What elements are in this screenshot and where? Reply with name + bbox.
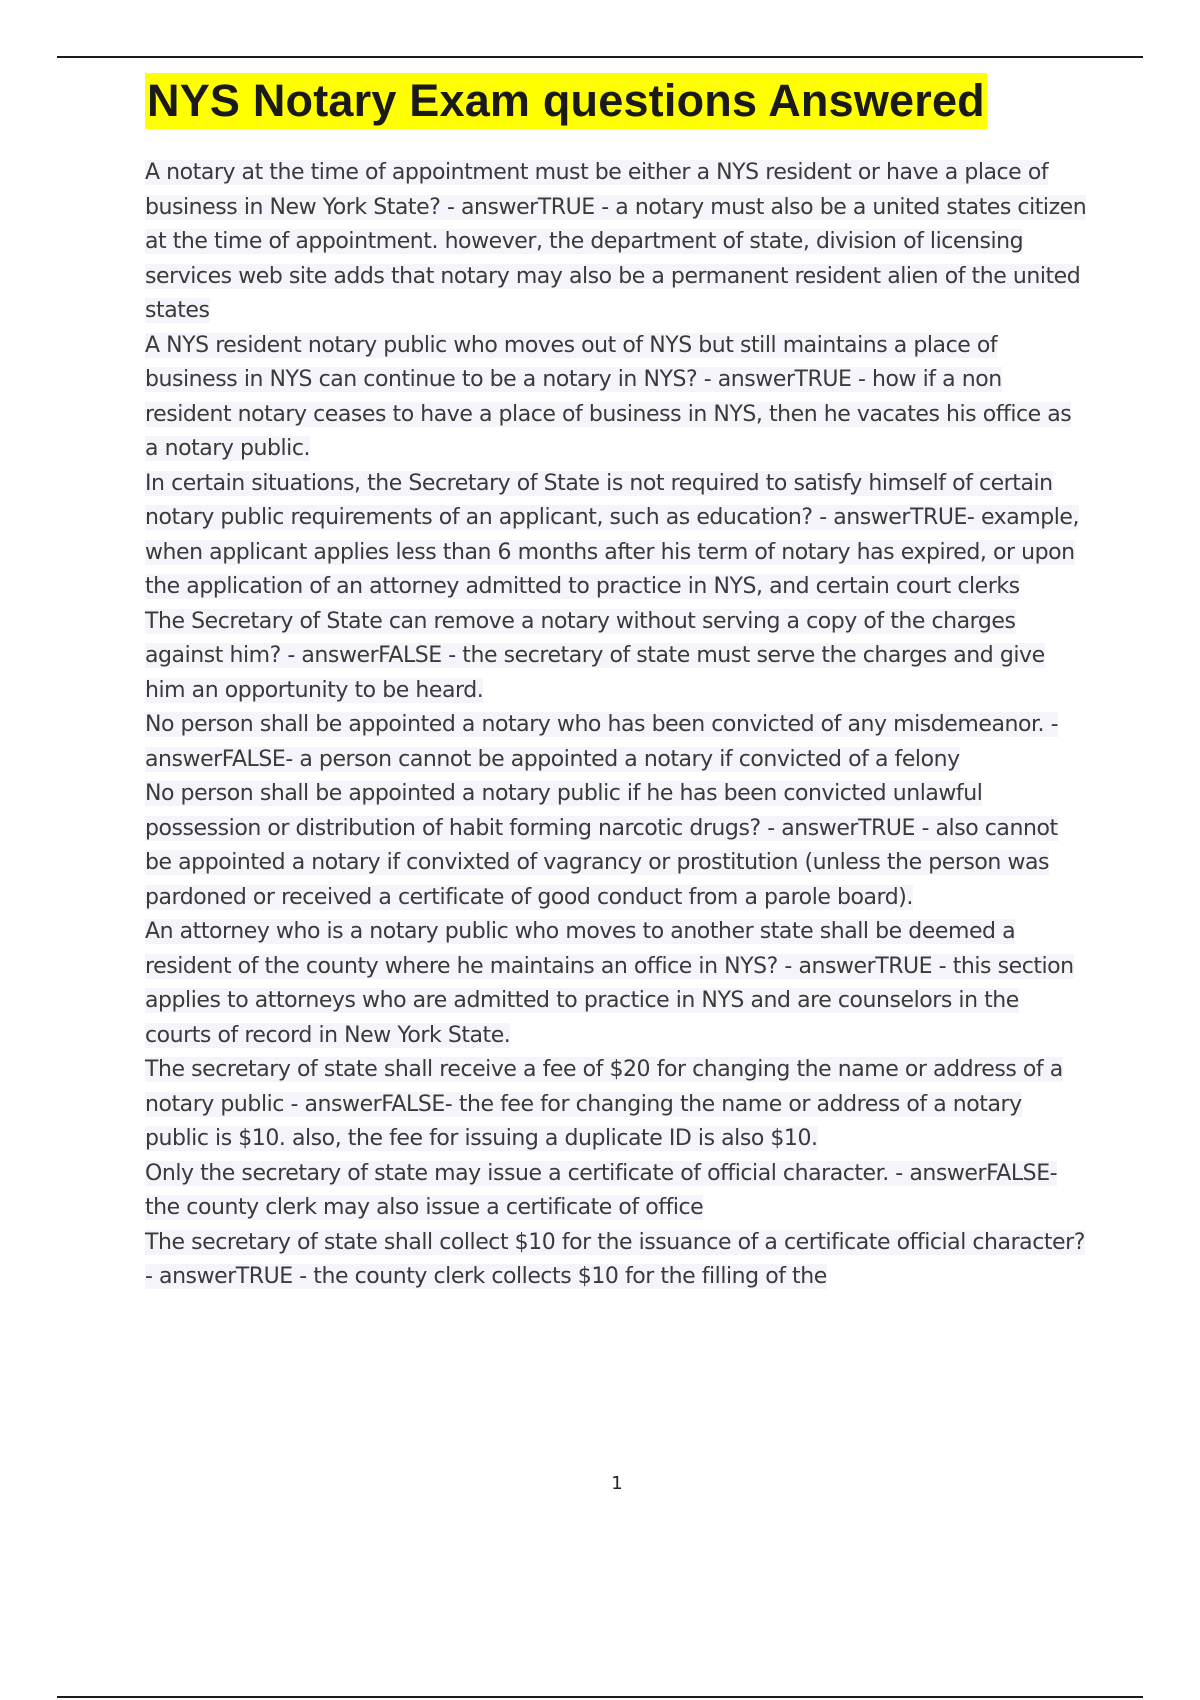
bottom-rule <box>57 1696 1143 1698</box>
qa-entry-text: Only the secretary of state may issue a certificate of official character. - answerFALSE- the county clerk may also issue a certificate of office <box>145 1160 1058 1220</box>
qa-entry <box>145 915 1090 1053</box>
qa-entry-text: No person shall be appointed a notary who has been convicted of any misdemeanor. - answerFALSE- a person cannot be appointed a notary if convicted of a felony <box>145 712 1059 772</box>
document-body <box>145 156 1090 1295</box>
qa-entry <box>145 467 1090 605</box>
qa-entry <box>145 708 1090 777</box>
qa-entry <box>145 1053 1090 1157</box>
top-rule <box>57 56 1143 58</box>
qa-entry-text: A NYS resident notary public who moves out of NYS but still maintains a place of business in NYS can continue to be a notary in NYS? - answerTRUE - how if a non resident notary ceases to have a place of business in NYS, then he vacates his office as a notary public. <box>145 332 1072 461</box>
document-title: NYS Notary Exam questions Answered <box>145 73 987 129</box>
qa-entry <box>145 156 1090 329</box>
qa-entry-text: A notary at the time of appointment must be either a NYS resident or have a place of business in New York State? - answerTRUE - a notary must also be a united states citizen at the time of appointment. however, the department of state, division of licensing services web site adds that notary may also be a permanent resident alien of the united states <box>145 160 1087 323</box>
qa-entry <box>145 605 1090 709</box>
qa-entry-text: The Secretary of State can remove a notary without serving a copy of the charges against him? - answerFALSE - the secretary of state must serve the charges and give him an opportunity to be heard. <box>145 608 1045 703</box>
qa-entry-text: In certain situations, the Secretary of State is not required to satisfy himself of certain notary public requirements of an applicant, such as education? - answerTRUE- example, when applicant applies less than 6 months after his term of notary has expired, or upon the application of an attorney admitted to practice in NYS, and certain court clerks <box>145 470 1080 599</box>
qa-entry-text: The secretary of state shall receive a fee of $20 for changing the name or address of a notary public - answerFALSE- the fee for changing the name or address of a notary public is $10. also, the fee for issuing a duplicate ID is also $10. <box>145 1057 1063 1151</box>
qa-entry-text: No person shall be appointed a notary public if he has been convicted unlawful possession or distribution of habit forming narcotic drugs? - answerTRUE - also cannot be appointed a notary if convixted of vagrancy or prostitution (unless the person was pardoned or received a certificate of good conduct from a parole board). <box>145 781 1058 910</box>
qa-entry-text: The secretary of state shall collect $10 for the issuance of a certificate official character? - answerTRUE - the county clerk collects $10 for the filling of the <box>145 1229 1085 1289</box>
qa-entry <box>145 1226 1090 1295</box>
qa-entry-text: An attorney who is a notary public who moves to another state shall be deemed a resident of the county where he maintains an office in NYS? - answerTRUE - this section applies to attorneys who are admitted to practice in NYS and are counselors in the courts of record in New York State. <box>145 919 1074 1048</box>
qa-entry <box>145 329 1090 467</box>
page-number: 1 <box>611 1473 623 1494</box>
document-header <box>145 73 987 129</box>
qa-entry <box>145 777 1090 915</box>
qa-entry <box>145 1157 1090 1226</box>
